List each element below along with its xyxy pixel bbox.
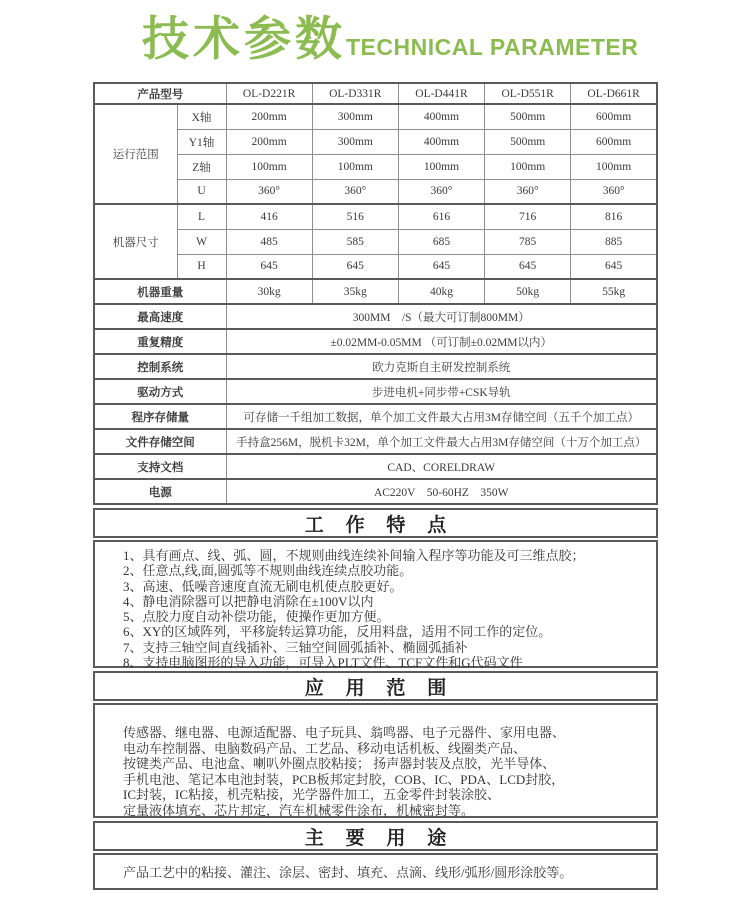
section-body-application-range <box>93 703 658 818</box>
model-name: OL-D221R <box>226 83 312 104</box>
cell-value: 400mm <box>398 104 484 129</box>
cell-value: 516 <box>312 204 398 229</box>
row-value: AC220V 50-60HZ 350W <box>226 479 657 504</box>
group-label-machine-size: 机器尺寸 <box>94 204 177 279</box>
cell-value: 100mm <box>571 154 657 179</box>
cell-value: 500mm <box>485 104 571 129</box>
cell-value: 360° <box>485 179 571 204</box>
cell-value: 645 <box>312 254 398 279</box>
weight-row-label: 机器重量 <box>94 279 226 304</box>
cell-value: 360° <box>398 179 484 204</box>
row-value: 欧力克斯自主研发控制系统 <box>226 354 657 379</box>
page-title <box>0 0 750 82</box>
cell-value: 300mm <box>312 129 398 154</box>
cell-value: 785 <box>485 229 571 254</box>
feature-line: 3、高速、低噪音速度直流无刷电机使点胶更好。 <box>123 578 403 594</box>
model-row-label: 产品型号 <box>94 83 226 104</box>
cell-value: 600mm <box>571 129 657 154</box>
table-row-supported-docs <box>94 454 657 479</box>
sub-label: W <box>177 229 226 254</box>
spec-table <box>93 82 658 505</box>
table-row-y1-axis <box>94 129 657 154</box>
cell-value: 645 <box>571 254 657 279</box>
row-value: 步进电机+同步带+CSK导轨 <box>226 379 657 404</box>
section-application-range <box>93 671 658 818</box>
cell-value: 360° <box>312 179 398 204</box>
table-row-max-speed <box>94 304 657 329</box>
table-row-length <box>94 204 657 229</box>
table-row-control-system <box>94 354 657 379</box>
row-label: 支持文档 <box>94 454 226 479</box>
model-name: OL-D441R <box>398 83 484 104</box>
table-row-u-axis <box>94 179 657 204</box>
feature-line: 2、任意点,线,面,圆弧等不规则曲线连续点胶功能。 <box>123 563 413 579</box>
section-title-work-features: 工 作 特 点 <box>93 508 658 538</box>
cell-value: 645 <box>226 254 312 279</box>
cell-value: 200mm <box>226 129 312 154</box>
table-row-weight <box>94 279 657 304</box>
sub-label: U <box>177 179 226 204</box>
cell-value: 645 <box>485 254 571 279</box>
row-label: 程序存储量 <box>94 404 226 429</box>
row-label: 文件存储空间 <box>94 429 226 454</box>
application-line: IC封装，IC粘接，机壳粘接，光学器件加工，五金零件封装涂胶、 <box>123 787 501 803</box>
cell-value: 30kg <box>226 279 312 304</box>
section-main-uses <box>93 821 658 890</box>
table-row-height <box>94 254 657 279</box>
table-row-models <box>94 83 657 104</box>
table-row-z-axis <box>94 154 657 179</box>
row-value: ±0.02MM-0.05MM （可订制±0.02MM以内） <box>226 329 657 354</box>
feature-line: 1、具有画点、线、弧、圆，不规则曲线连续补间输入程序等功能及可三维点胶； <box>123 548 585 563</box>
table-row-file-storage <box>94 429 657 454</box>
cell-value: 500mm <box>485 129 571 154</box>
feature-line: 5、点胶力度自动补偿功能，使操作更加方便。 <box>123 609 390 625</box>
cell-value: 50kg <box>485 279 571 304</box>
table-row-repeat-precision <box>94 329 657 354</box>
model-name: OL-D551R <box>485 83 571 104</box>
page-title-chinese: 技术参数 <box>142 12 346 65</box>
feature-line: 8、支持电脑图形的导入功能，可导入PLT文件、TCF文件和G代码文件 <box>123 655 523 671</box>
cell-value: 645 <box>398 254 484 279</box>
row-label: 最高速度 <box>94 304 226 329</box>
section-body-work-features <box>93 540 658 671</box>
cell-value: 300mm <box>312 104 398 129</box>
cell-value: 55kg <box>571 279 657 304</box>
row-label: 重复精度 <box>94 329 226 354</box>
cell-value: 585 <box>312 229 398 254</box>
section-title-application-range: 应 用 范 围 <box>93 671 658 701</box>
table-row-x-axis <box>94 104 657 129</box>
row-value: 300MM /S（最大可订制800MM） <box>226 304 657 329</box>
feature-line: 6、XY的区域阵列，平移旋转运算功能，反用料盘，适用不同工作的定位。 <box>123 624 552 640</box>
section-body-main-uses <box>93 853 658 890</box>
cell-value: 416 <box>226 204 312 229</box>
application-line: 按键类产品、电池盒、喇叭外圈点胶粘接； 扬声器封装及点胶，光半导体、 <box>123 756 556 772</box>
cell-value: 40kg <box>398 279 484 304</box>
row-label: 控制系统 <box>94 354 226 379</box>
page-title-english: TECHNICAL PARAMETER <box>346 34 639 60</box>
cell-value: 35kg <box>312 279 398 304</box>
cell-value: 485 <box>226 229 312 254</box>
table-row-program-storage <box>94 404 657 429</box>
group-label-travel-range: 运行范围 <box>94 104 177 204</box>
cell-value: 816 <box>571 204 657 229</box>
sub-label: X轴 <box>177 104 226 129</box>
table-row-width <box>94 229 657 254</box>
cell-value: 360° <box>226 179 312 204</box>
section-work-features <box>93 508 658 671</box>
model-name: OL-D661R <box>571 83 657 104</box>
application-line: 传感器、继电器、电源适配器、电子玩具、翁鸣器、电子元器件、家用电器、 <box>123 725 566 740</box>
cell-value: 200mm <box>226 104 312 129</box>
section-title-main-uses: 主 要 用 途 <box>93 821 658 851</box>
application-line: 定量液体填充、芯片邦定，汽车机械零件涂布，机械密封等。 <box>123 802 475 818</box>
cell-value: 100mm <box>226 154 312 179</box>
cell-value: 100mm <box>398 154 484 179</box>
row-value: CAD、CORELDRAW <box>226 454 657 479</box>
row-label: 电源 <box>94 479 226 504</box>
row-label: 驱动方式 <box>94 379 226 404</box>
sub-label: L <box>177 204 226 229</box>
application-line: 手机电池、笔记本电池封装，PCB板邦定封胶，COB、IC、PDA、LCD封胶， <box>123 771 565 787</box>
application-line: 电动车控制器、电脑数码产品、工艺品、移动电话机板、线圈类产品、 <box>123 740 527 756</box>
cell-value: 716 <box>485 204 571 229</box>
cell-value: 360° <box>571 179 657 204</box>
feature-line: 4、静电消除器可以把静电消除在±100V以内 <box>123 593 374 609</box>
cell-value: 600mm <box>571 104 657 129</box>
model-name: OL-D331R <box>312 83 398 104</box>
cell-value: 885 <box>571 229 657 254</box>
cell-value: 400mm <box>398 129 484 154</box>
cell-value: 100mm <box>485 154 571 179</box>
cell-value: 616 <box>398 204 484 229</box>
cell-value: 100mm <box>312 154 398 179</box>
table-row-power <box>94 479 657 504</box>
feature-line: 7、支持三轴空间直线插补、三轴空间圆弧插补、椭圆弧插补 <box>123 639 468 655</box>
sub-label: Y1轴 <box>177 129 226 154</box>
row-value: 手持盒256M，脱机卡32M，单个加工文件最大占用3M存储空间（十万个加工点） <box>226 429 657 454</box>
sub-label: Z轴 <box>177 154 226 179</box>
sub-label: H <box>177 254 226 279</box>
table-row-drive-mode <box>94 379 657 404</box>
cell-value: 685 <box>398 229 484 254</box>
row-value: 可存储一千组加工数据，单个加工文件最大占用3M存储空间（五千个加工点） <box>226 404 657 429</box>
main-uses-line: 产品工艺中的粘接、灌注、涂层、密封、填充、点滴、线形/弧形/圆形涂胶等。 <box>123 864 573 880</box>
